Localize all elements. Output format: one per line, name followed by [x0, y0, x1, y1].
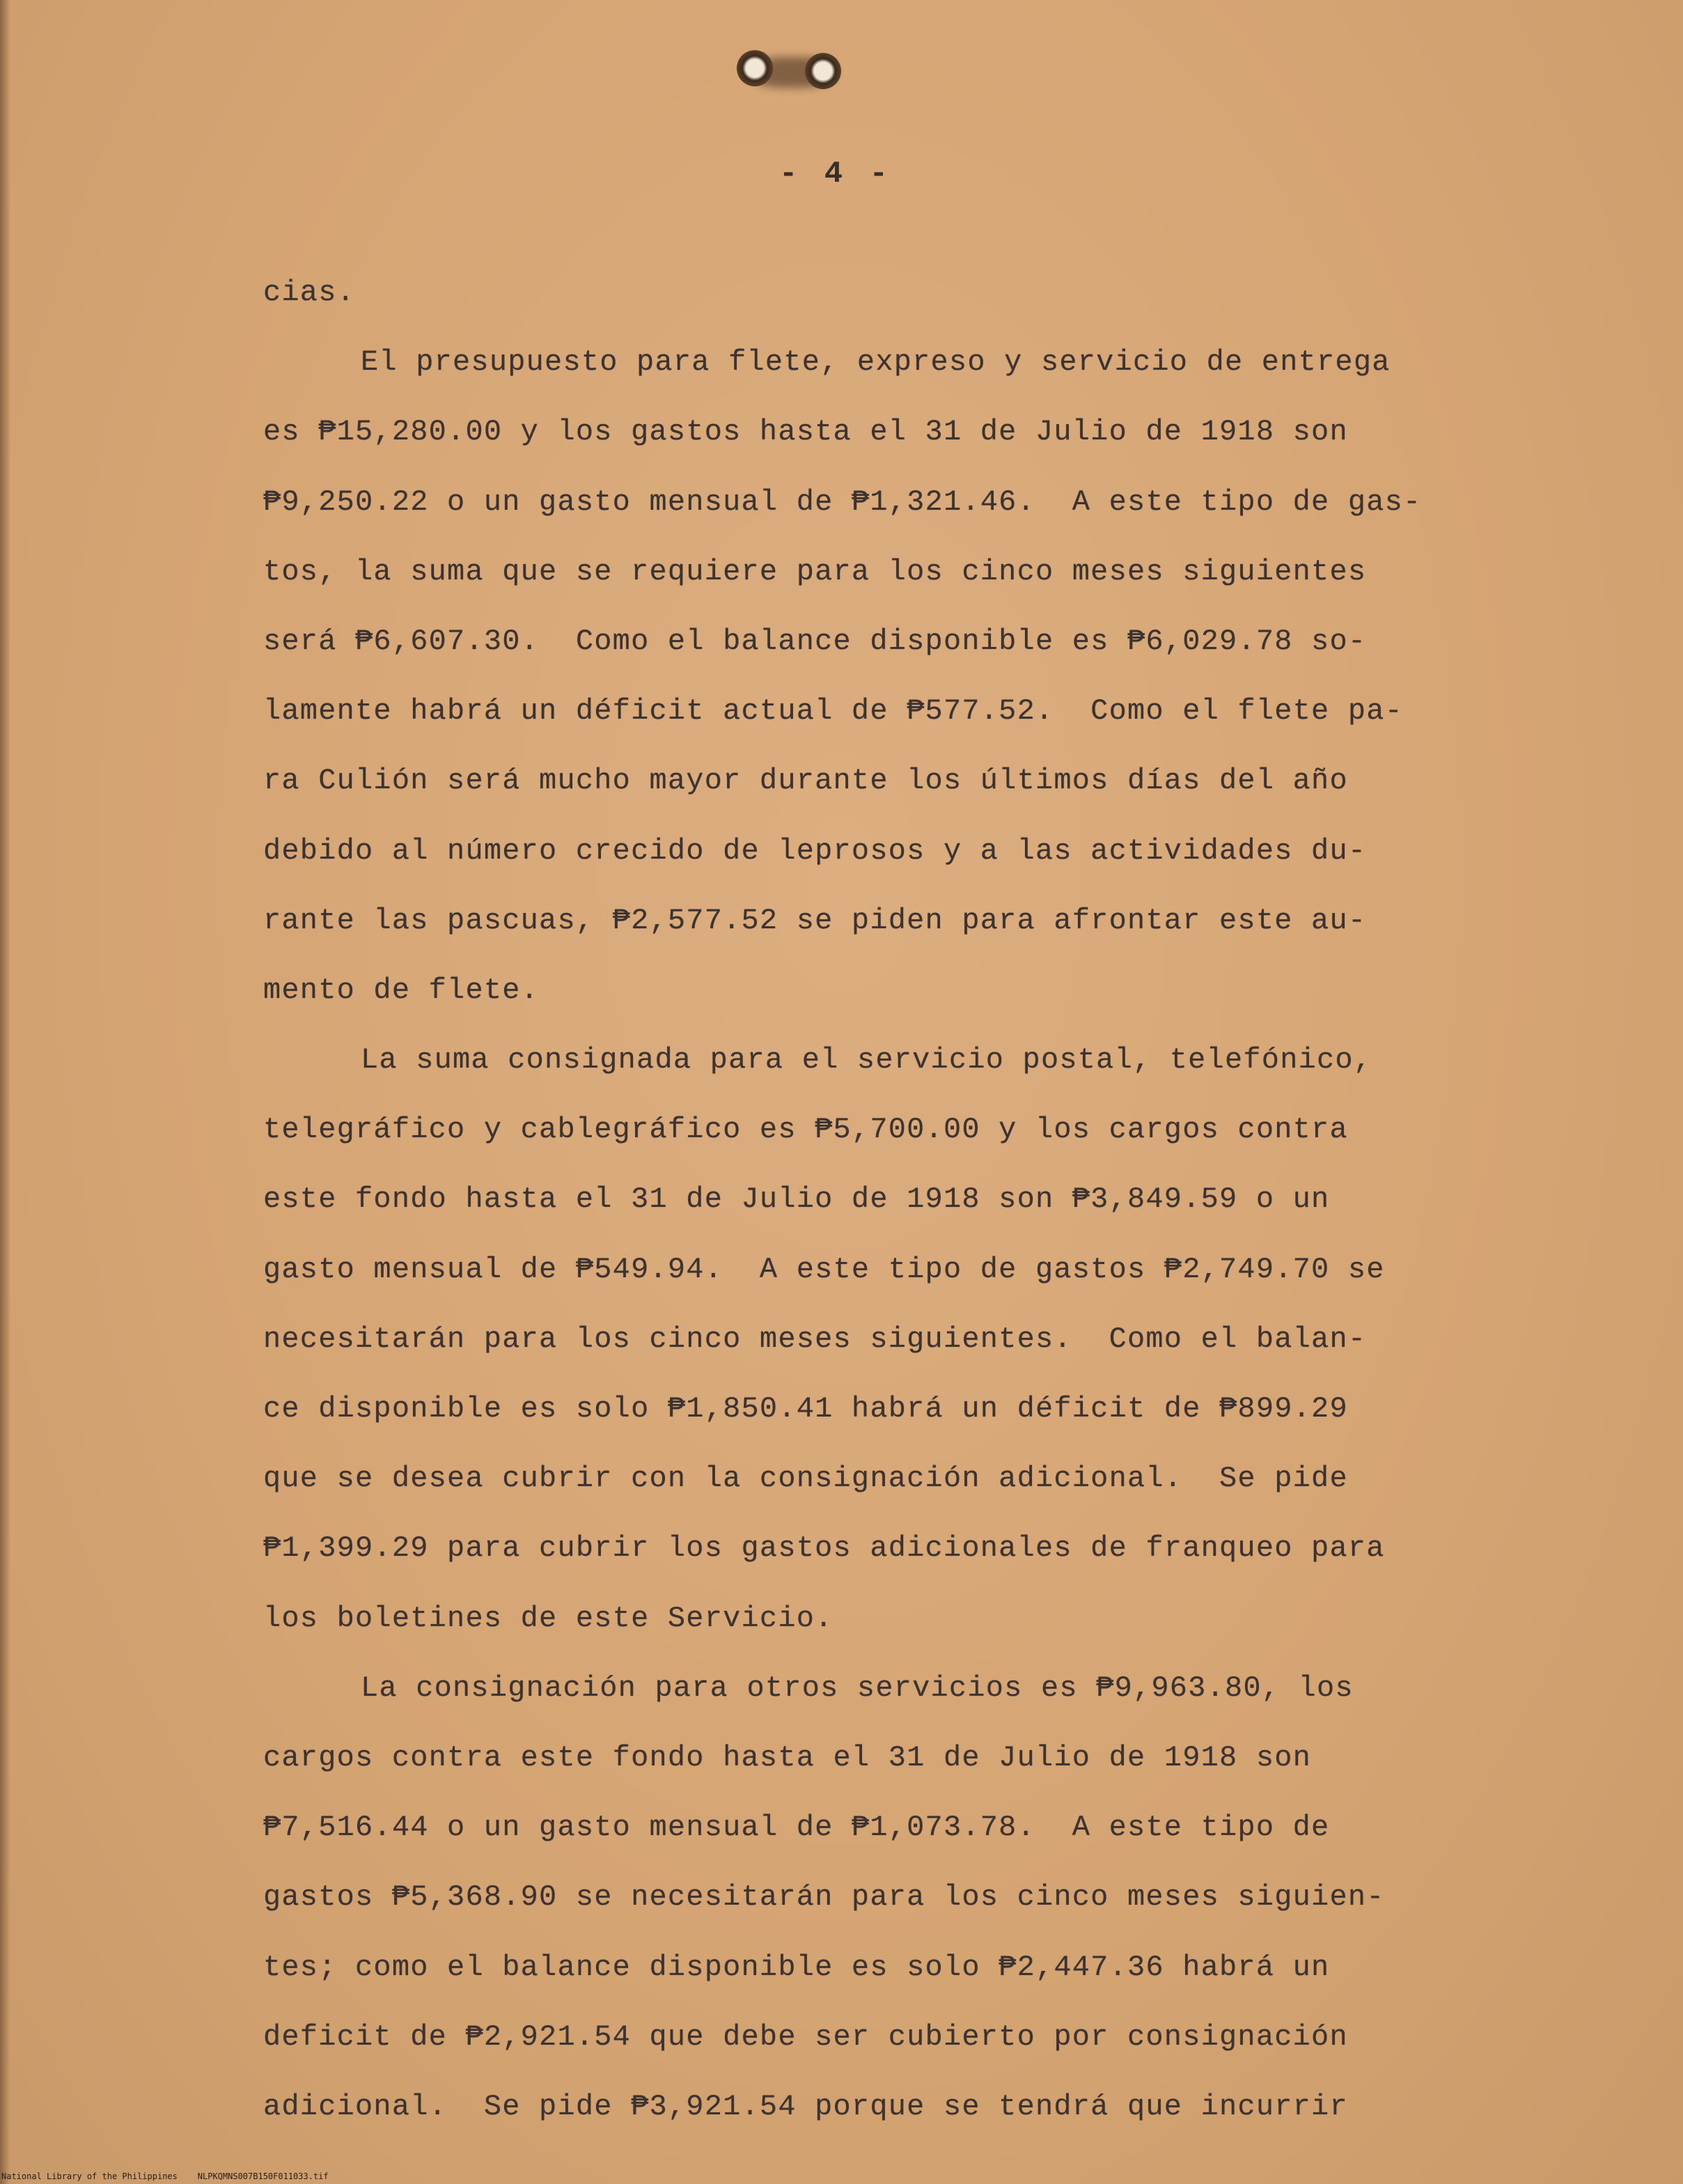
footer-source: National Library of the Philippines — [1, 2171, 178, 2181]
text-line: gasto mensual de ₱549.94. A este tipo de gastos ₱2,749.70 se — [263, 1252, 1385, 1286]
text-line: ₱7,516.44 o un gasto mensual de ₱1,073.78. A este tipo de — [263, 1811, 1330, 1845]
text-line: El presupuesto para flete, expreso y servicio de entrega — [361, 345, 1391, 380]
text-line: este fondo hasta el 31 de Julio de 1918 son ₱3,849.59 o un — [263, 1183, 1330, 1217]
text-line: deficit de ₱2,921.54 que debe ser cubierto por consignación — [263, 2020, 1348, 2054]
text-line: gastos ₱5,368.90 se necesitarán para los cinco meses siguien- — [263, 1880, 1385, 1914]
text-line: tos, la suma que se requiere para los cinco meses siguientes — [263, 554, 1367, 588]
punch-hole — [737, 50, 773, 86]
text-line: necesitarán para los cinco meses siguientes. Como el balan- — [263, 1322, 1367, 1356]
text-line: La consignación para otros servicios es ₱9,963.80, los — [361, 1671, 1354, 1705]
text-line: ce disponible es solo ₱1,850.41 habrá un déficit de ₱899.29 — [263, 1392, 1348, 1426]
text-line: ₱9,250.22 o un gasto mensual de ₱1,321.46. A este tipo de gas- — [263, 485, 1422, 519]
text-line: La suma consignada para el servicio postal, telefónico, — [361, 1043, 1372, 1077]
paper-edge — [0, 0, 10, 2184]
punch-hole — [805, 53, 841, 89]
text-line: que se desea cubrir con la consignación adicional. Se pide — [263, 1462, 1348, 1496]
text-line: lamente habrá un déficit actual de ₱577.52. Como el flete pa- — [263, 694, 1404, 728]
page-number: - 4 - — [778, 157, 893, 192]
body-text — [263, 258, 1551, 2142]
text-line: será ₱6,607.30. Como el balance disponible es ₱6,029.78 so- — [263, 624, 1367, 658]
text-line: cias. — [263, 276, 356, 309]
text-line: ₱1,399.29 para cubrir los gastos adicionales de franqueo para — [263, 1531, 1385, 1566]
text-line: debido al número crecido de leprosos y a las actividades du- — [263, 834, 1367, 868]
punch-holes — [723, 42, 855, 98]
footer-file: NLPKQMNS007B150F011033.tif — [197, 2171, 329, 2181]
text-line: ra Culión será mucho mayor durante los últimos días del año — [263, 764, 1348, 798]
text-line: es ₱15,280.00 y los gastos hasta el 31 de Julio de 1918 son — [263, 415, 1348, 449]
text-line: adicional. Se pide ₱3,921.54 porque se tendrá que incurrir — [263, 2089, 1348, 2123]
scan-footer — [1, 2171, 329, 2181]
text-line: los boletines de este Servicio. — [263, 1601, 833, 1635]
text-line: telegráfico y cablegráfico es ₱5,700.00 y los cargos contra — [263, 1113, 1348, 1147]
text-line: tes; como el balance disponible es solo ₱2,447.36 habrá un — [263, 1950, 1330, 1984]
text-line: mento de flete. — [263, 973, 540, 1007]
text-line: cargos contra este fondo hasta el 31 de Julio de 1918 son — [263, 1740, 1312, 1774]
text-line: rante las pascuas, ₱2,577.52 se piden para afrontar este au- — [263, 903, 1367, 937]
